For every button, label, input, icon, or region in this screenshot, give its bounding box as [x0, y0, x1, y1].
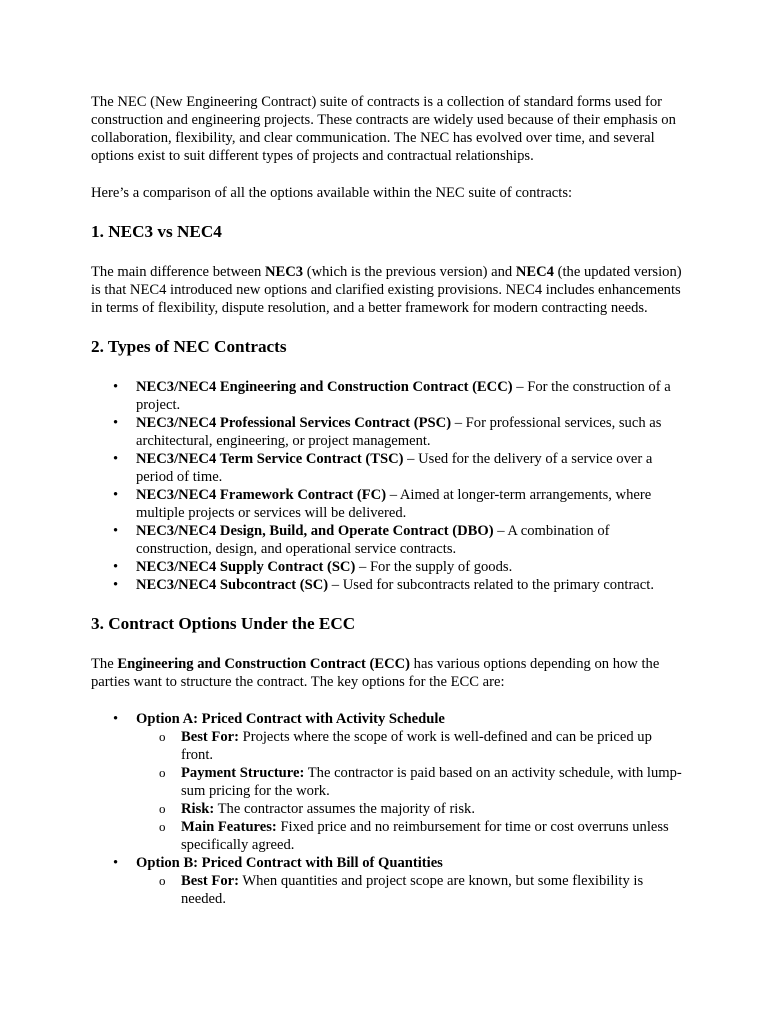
circle-bullet-icon: o — [159, 873, 166, 888]
list-item: • NEC3/NEC4 Subcontract (SC) – Used for subcontracts related to the primary contract. — [113, 577, 654, 593]
option-a-title: Option A: Priced Contract with Activity Schedule — [136, 711, 445, 727]
intro-paragraph: The NEC (New Engineering Contract) suite of contracts is a collection of standard forms used for construction and engineering projects. These contracts are widely used because of their emphasis on collaboration, flexibility, and clear communication. The NEC has evolved over time, and several options exist to suit different types of projects and contractual relationships. — [91, 94, 676, 164]
list-item: • NEC3/NEC4 Supply Contract (SC) – For the supply of goods. — [113, 559, 513, 575]
section-3-heading: 3. Contract Options Under the ECC — [91, 614, 356, 633]
circle-bullet-icon: o — [159, 819, 166, 834]
bullet-icon: • — [113, 577, 119, 593]
option-b-details — [136, 872, 682, 908]
contract-types-list — [91, 378, 682, 594]
list-item: • NEC3/NEC4 Engineering and Construction Contract (ECC) – For the construction of a project. — [113, 379, 671, 413]
bullet-icon: • — [113, 523, 119, 539]
list-item: • NEC3/NEC4 Design, Build, and Operate Contract (DBO) – A combination of construction, design, and operational service contracts. — [113, 523, 610, 557]
circle-bullet-icon: o — [159, 729, 166, 744]
section-1-heading: 1. NEC3 vs NEC4 — [91, 222, 222, 241]
list-item: • NEC3/NEC4 Term Service Contract (TSC) – Used for the delivery of a service over a period of time. — [113, 451, 653, 485]
section-2-heading: 2. Types of NEC Contracts — [91, 337, 287, 356]
option-a-item — [91, 710, 682, 854]
list-item: • NEC3/NEC4 Framework Contract (FC) – Aimed at longer-term arrangements, where multiple projects or services will be delivered. — [113, 487, 652, 521]
sub-list-item: o Main Features: Fixed price and no reimbursement for time or cost overruns unless specifically agreed. — [159, 819, 669, 853]
section-3-paragraph: The Engineering and Construction Contract (ECC) has various options depending on how the parties want to structure the contract. The key options for the ECC are: — [91, 656, 660, 690]
comparison-intro: Here’s a comparison of all the options available within the NEC suite of contracts: — [91, 185, 573, 201]
sub-list-item: o Best For: When quantities and project scope are known, but some flexibility is needed. — [159, 873, 644, 907]
section-1-paragraph: The main difference between NEC3 (which is the previous version) and NEC4 (the updated version) is that NEC4 introduced new options and clarified existing provisions. NEC4 includes enhancements in terms of flexibility, dispute resolution, and a better framework for modern contracting needs. — [91, 264, 682, 316]
bullet-icon: • — [113, 451, 119, 467]
sub-list-item: o Best For: Projects where the scope of work is well-defined and can be priced up front. — [159, 729, 652, 763]
circle-bullet-icon: o — [159, 765, 166, 780]
sub-list-item: o Risk: The contractor assumes the majority of risk. — [159, 801, 475, 817]
option-b-item — [91, 854, 682, 908]
bullet-icon: • — [113, 487, 119, 503]
list-item: • NEC3/NEC4 Professional Services Contract (PSC) – For professional services, such as architectural, engineering, or project management. — [113, 415, 662, 449]
option-a-details — [136, 728, 682, 854]
ecc-options-list — [91, 710, 682, 908]
sub-list-item: o Payment Structure: The contractor is paid based on an activity schedule, with lump-sum pricing for the work. — [159, 765, 682, 799]
bullet-icon: • — [113, 415, 119, 431]
circle-bullet-icon: o — [159, 801, 166, 816]
option-b-title: Option B: Priced Contract with Bill of Quantities — [136, 855, 443, 871]
bullet-icon: • — [113, 711, 119, 727]
bullet-icon: • — [113, 559, 119, 575]
bullet-icon: • — [113, 855, 119, 871]
bullet-icon: • — [113, 379, 119, 395]
